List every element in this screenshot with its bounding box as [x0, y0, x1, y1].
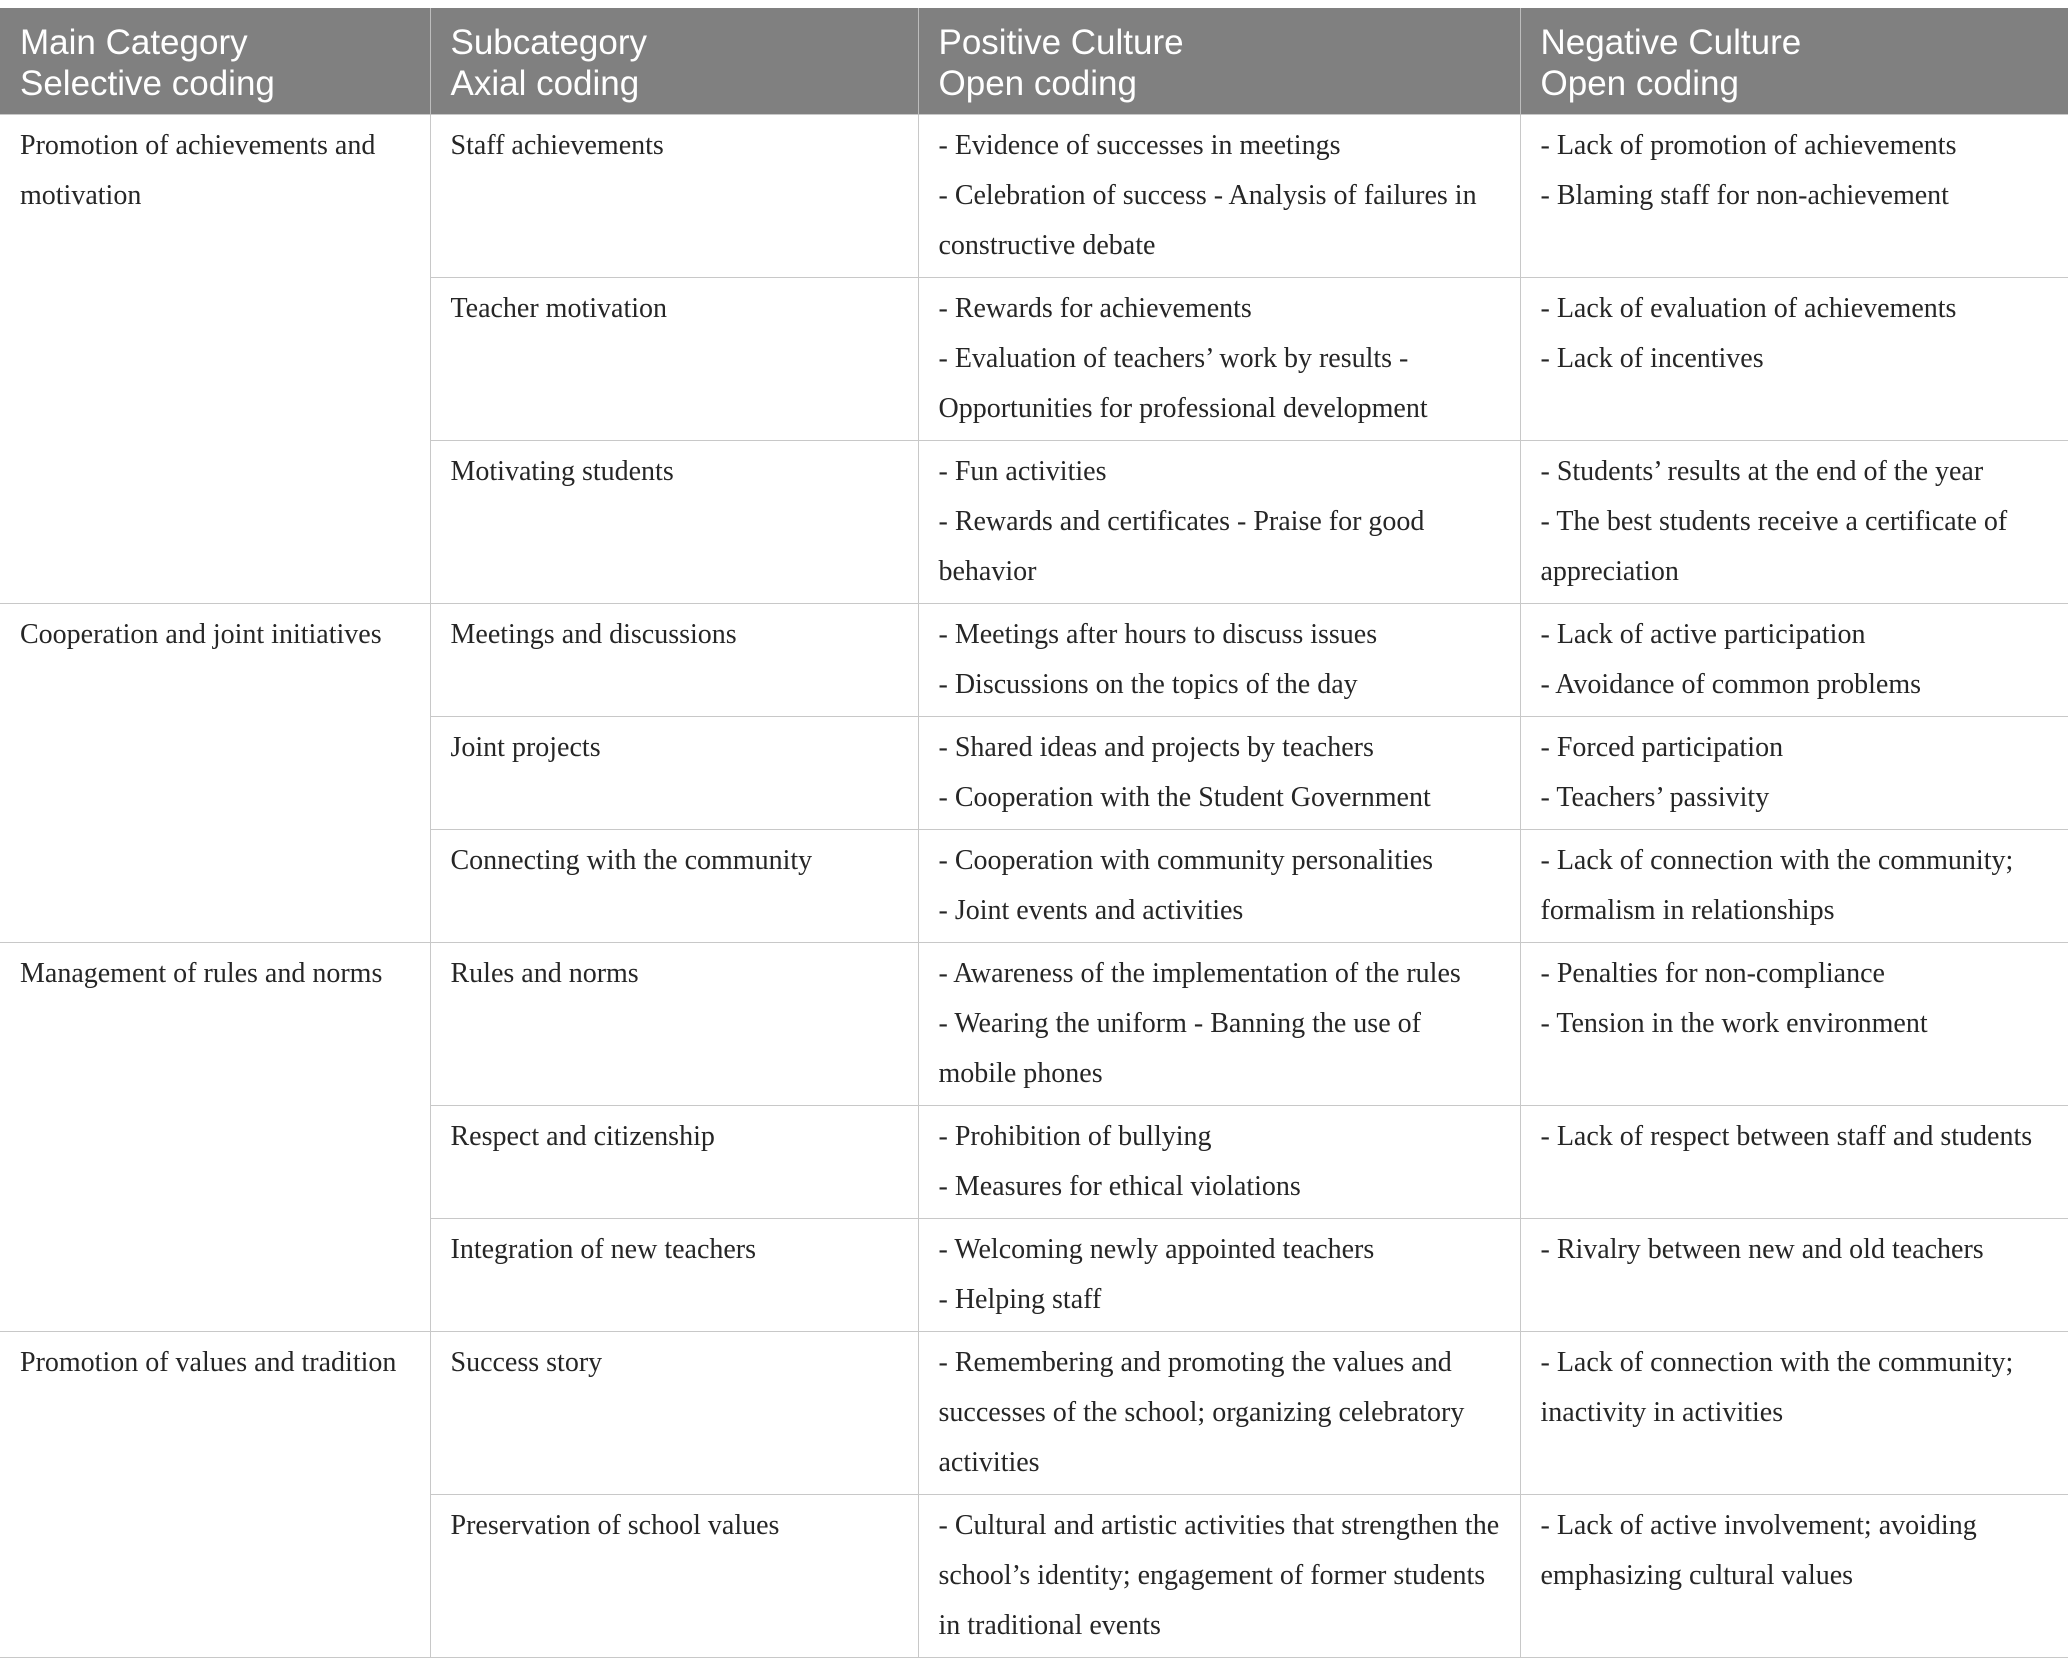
header-subtitle: Open coding [938, 64, 1137, 103]
bullet-line: - Rivalry between new and old teachers [1540, 1234, 1984, 1265]
subcategory-cell: Success story [430, 1332, 918, 1495]
main-category-cell: Promotion of achievements and motivation [0, 115, 430, 604]
positive-culture-cell [918, 943, 1520, 1106]
positive-culture-cell [918, 115, 1520, 278]
header-subtitle: Open coding [1540, 64, 1739, 103]
coding-table-container [0, 8, 2068, 1658]
negative-culture-cell [1520, 943, 2068, 1106]
bullet-line: - Lack of connection with the community; formalism in relationships [1540, 845, 2014, 926]
negative-culture-cell [1520, 1332, 2068, 1495]
bullet-line: - Cooperation with community personalities [938, 845, 1434, 876]
bullet-line: - Welcoming newly appointed teachers [938, 1234, 1375, 1265]
bullet-line: - Rewards and certificates - Praise for good behavior [938, 506, 1425, 587]
bullet-line: - Meetings after hours to discuss issues [938, 619, 1378, 650]
bullet-line: - Celebration of success - Analysis of failures in constructive debate [938, 180, 1477, 261]
header-subtitle: Selective coding [20, 64, 275, 103]
subcategory-cell: Preservation of school values [430, 1495, 918, 1658]
bullet-line: - Shared ideas and projects by teachers [938, 732, 1374, 763]
positive-culture-cell [918, 1219, 1520, 1332]
table-row [0, 943, 2068, 1106]
bullet-line: - Lack of connection with the community; inactivity in activities [1540, 1347, 2014, 1428]
subcategory-cell: Teacher motivation [430, 278, 918, 441]
bullet-line: - Prohibition of bullying [938, 1121, 1212, 1152]
bullet-line: - Evaluation of teachers’ work by results - Opportunities for professional development [938, 343, 1428, 424]
bullet-line: - Joint events and activities [938, 895, 1244, 926]
positive-culture-cell [918, 604, 1520, 717]
bullet-line: - Lack of active participation [1540, 619, 1866, 650]
negative-culture-cell [1520, 830, 2068, 943]
bullet-line: - Lack of evaluation of achievements [1540, 293, 1957, 324]
main-category-cell: Promotion of values and tradition [0, 1332, 430, 1658]
positive-culture-cell [918, 278, 1520, 441]
bullet-line: - Avoidance of common problems [1540, 669, 1922, 700]
negative-culture-cell [1520, 604, 2068, 717]
subcategory-cell: Respect and citizenship [430, 1106, 918, 1219]
subcategory-cell: Integration of new teachers [430, 1219, 918, 1332]
subcategory-cell: Motivating students [430, 441, 918, 604]
bullet-line: - Helping staff [938, 1284, 1102, 1315]
table-row [0, 604, 2068, 717]
bullet-line: - Forced participation [1540, 732, 1784, 763]
bullet-line: - Remembering and promoting the values and successes of the school; organizing celebratory activities [938, 1347, 1465, 1478]
table-row [0, 115, 2068, 278]
table-header [0, 8, 2068, 115]
bullet-line: - Lack of promotion of achievements [1540, 130, 1957, 161]
subcategory-cell: Staff achievements [430, 115, 918, 278]
positive-culture-cell [918, 441, 1520, 604]
negative-culture-cell [1520, 278, 2068, 441]
main-category-cell: Cooperation and joint initiatives [0, 604, 430, 943]
bullet-line: - Lack of respect between staff and students [1540, 1121, 2033, 1152]
subcategory-cell: Joint projects [430, 717, 918, 830]
positive-culture-cell [918, 1332, 1520, 1495]
header-row [0, 8, 2068, 115]
bullet-line: - Awareness of the implementation of the rules [938, 958, 1461, 989]
negative-culture-cell [1520, 115, 2068, 278]
bullet-line: - Cooperation with the Student Government [938, 782, 1431, 813]
header-title: Positive Culture [938, 23, 1184, 62]
bullet-line: - Discussions on the topics of the day [938, 669, 1358, 700]
header-subtitle: Axial coding [450, 64, 640, 103]
table-body [0, 115, 2068, 1658]
bullet-line: - Lack of active involvement; avoiding emphasizing cultural values [1540, 1510, 1977, 1591]
negative-culture-cell [1520, 1495, 2068, 1658]
header-subcategory [430, 8, 918, 115]
header-positive-culture [918, 8, 1520, 115]
bullet-line: - Penalties for non-compliance [1540, 958, 1885, 989]
bullet-line: - Wearing the uniform - Banning the use of mobile phones [938, 1008, 1421, 1089]
bullet-line: - Evidence of successes in meetings [938, 130, 1341, 161]
positive-culture-cell [918, 1106, 1520, 1219]
positive-culture-cell [918, 1495, 1520, 1658]
bullet-line: - Fun activities [938, 456, 1107, 487]
subcategory-cell: Meetings and discussions [430, 604, 918, 717]
positive-culture-cell [918, 717, 1520, 830]
bullet-line: - Teachers’ passivity [1540, 782, 1770, 813]
bullet-line: - Lack of incentives [1540, 343, 1764, 374]
bullet-line: - The best students receive a certificate of appreciation [1540, 506, 2008, 587]
header-title: Main Category [20, 23, 248, 62]
negative-culture-cell [1520, 1106, 2068, 1219]
bullet-line: - Measures for ethical violations [938, 1171, 1301, 1202]
header-title: Subcategory [450, 23, 648, 62]
header-negative-culture [1520, 8, 2068, 115]
bullet-line: - Rewards for achievements [938, 293, 1252, 324]
bullet-line: - Students’ results at the end of the year [1540, 456, 1984, 487]
subcategory-cell: Rules and norms [430, 943, 918, 1106]
subcategory-cell: Connecting with the community [430, 830, 918, 943]
negative-culture-cell [1520, 1219, 2068, 1332]
coding-table [0, 8, 2068, 1658]
main-category-cell: Management of rules and norms [0, 943, 430, 1332]
header-title: Negative Culture [1540, 23, 1802, 62]
header-main-category [0, 8, 430, 115]
negative-culture-cell [1520, 717, 2068, 830]
bullet-line: - Tension in the work environment [1540, 1008, 1928, 1039]
negative-culture-cell [1520, 441, 2068, 604]
bullet-line: - Blaming staff for non-achievement [1540, 180, 1949, 211]
bullet-line: - Cultural and artistic activities that strengthen the school’s identity; engagement of former students in traditional events [938, 1510, 1500, 1641]
positive-culture-cell [918, 830, 1520, 943]
table-row [0, 1332, 2068, 1495]
